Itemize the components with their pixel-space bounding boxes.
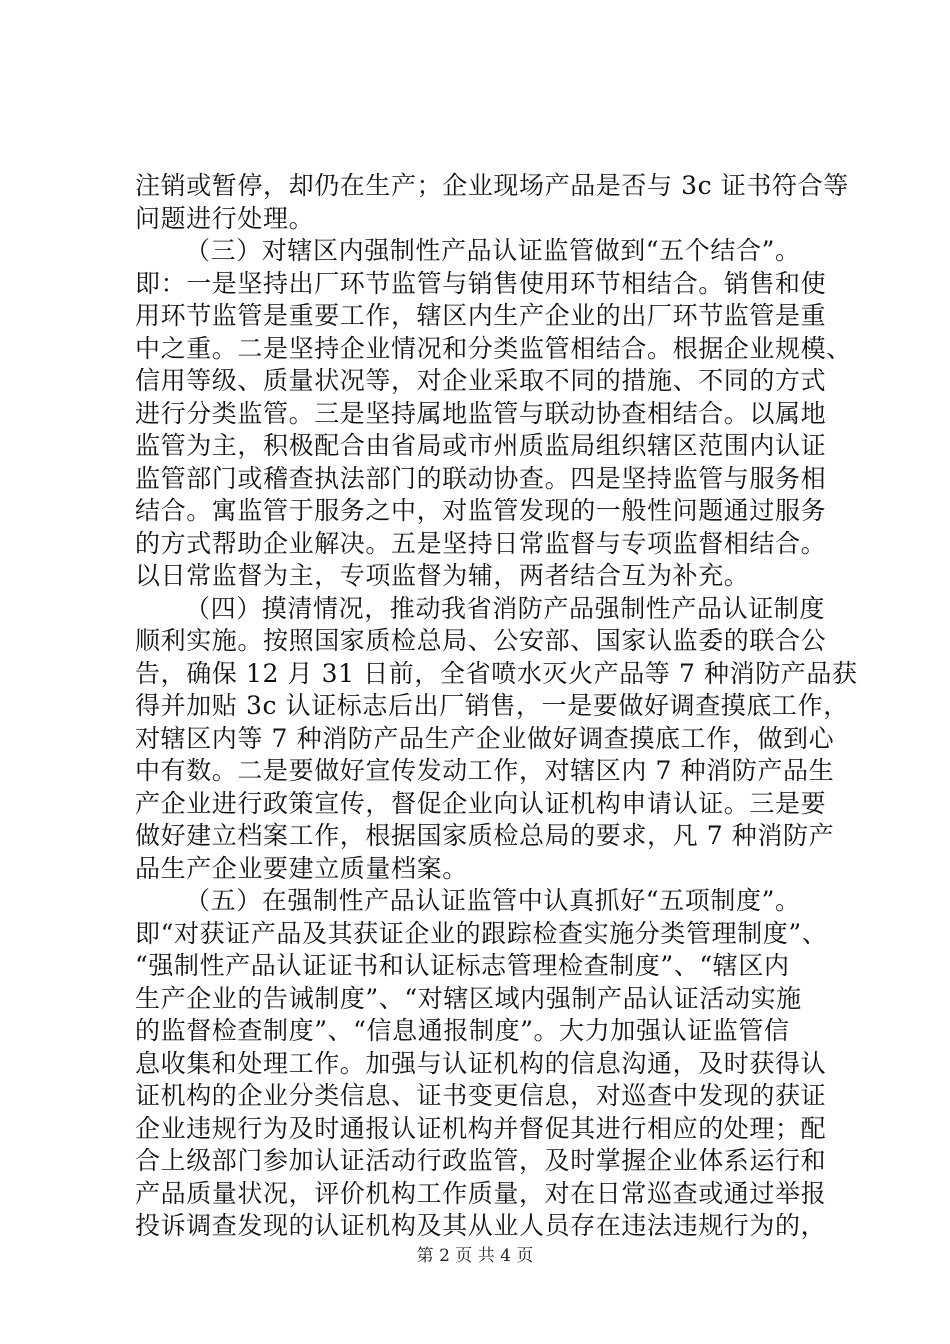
text-line: 做好建立档案工作，根据国家质检总局的要求，凡 7 种消防产 <box>135 821 835 850</box>
paragraph-first-line: （四）摸清情况，推动我省消防产品强制性产品认证制度 <box>185 593 826 623</box>
text-line: 合上级部门参加认证活动行政监管，及时掌握企业体系运行和 <box>135 1146 827 1175</box>
text-line: 注销或暂停，却仍在生产；企业现场产品是否与 3c 证书符合等 <box>135 171 849 200</box>
text-line: 得并加贴 3c 认证标志后出厂销售，一是要做好调查摸底工作， <box>135 691 849 720</box>
text-line: “强制性产品认证证书和认证标志管理检查制度”、“辖区内 <box>135 951 790 980</box>
text-line: 企业违规行为及时通报认证机构并督促其进行相应的处理；配 <box>135 1113 827 1143</box>
page-footer: 第 2 页 共 4 页 <box>416 1246 534 1266</box>
text-line: 品生产企业要建立质量档案。 <box>135 853 468 883</box>
text-line: 产企业进行政策宣传，督促企业向认证机构申请认证。三是要 <box>135 788 827 818</box>
text-line: 以日常监督为主，专项监督为辅，两者结合互为补充。 <box>135 561 750 590</box>
text-line: 的方式帮助企业解决。五是坚持日常监督与专项监督相结合。 <box>135 528 827 558</box>
text-line: 告，确保 12 月 31 日前，全省喷水灭火产品等 7 种消防产品获 <box>135 658 858 688</box>
text-line: 用环节监管是重要工作，辖区内生产企业的出厂环节监管是重 <box>135 301 827 330</box>
body-text <box>135 170 858 1243</box>
text-line: 投诉调查发现的认证机构及其从业人员存在违法违规行为的， <box>135 1211 827 1240</box>
text-line: 中有数。二是要做好宣传发动工作，对辖区内 7 种消防产品生 <box>135 756 835 785</box>
paragraph-first-line: （三）对辖区内强制性产品认证监管做到“五个结合”。 <box>185 236 801 265</box>
text-line: 对辖区内等 7 种消防产品生产企业做好调查摸底工作，做到心 <box>135 723 835 753</box>
text-line: 产品质量状况，评价机构工作质量，对在日常巡查或通过举报 <box>135 1178 827 1208</box>
text-line: 监管部门或稽查执法部门的联动协查。四是坚持监管与服务相 <box>135 463 827 493</box>
text-line: 顺利实施。按照国家质检总局、公安部、国家认监委的联合公 <box>135 626 827 655</box>
text-line: 结合。寓监管于服务之中，对监管发现的一般性问题通过服务 <box>135 496 827 525</box>
text-line: 进行分类监管。三是坚持属地监管与联动协查相结合。以属地 <box>135 398 827 428</box>
text-line: 问题进行处理。 <box>135 203 315 233</box>
text-line: 即：一是坚持出厂环节监管与销售使用环节相结合。销售和使 <box>135 268 827 298</box>
text-line: 生产企业的告诫制度”、“对辖区域内强制产品认证活动实施 <box>135 983 802 1013</box>
text-line: 中之重。二是坚持企业情况和分类监管相结合。根据企业规模、 <box>135 333 852 363</box>
text-line: 信用等级、质量状况等，对企业采取不同的措施、不同的方式 <box>135 366 827 395</box>
text-line: 证机构的企业分类信息、证书变更信息，对巡查中发现的获证 <box>135 1081 827 1110</box>
text-line: 即“对获证产品及其获证企业的跟踪检查实施分类管理制度”、 <box>135 918 828 948</box>
text-line: 监管为主，积极配合由省局或市州质监局组织辖区范围内认证 <box>135 431 827 460</box>
paragraph-first-line: （五）在强制性产品认证监管中认真抓好“五项制度”。 <box>185 886 801 915</box>
text-line: 息收集和处理工作。加强与认证机构的信息沟通，及时获得认 <box>135 1048 827 1078</box>
text-line: 的监督检查制度”、“信息通报制度”。大力加强认证监管信 <box>135 1016 790 1045</box>
